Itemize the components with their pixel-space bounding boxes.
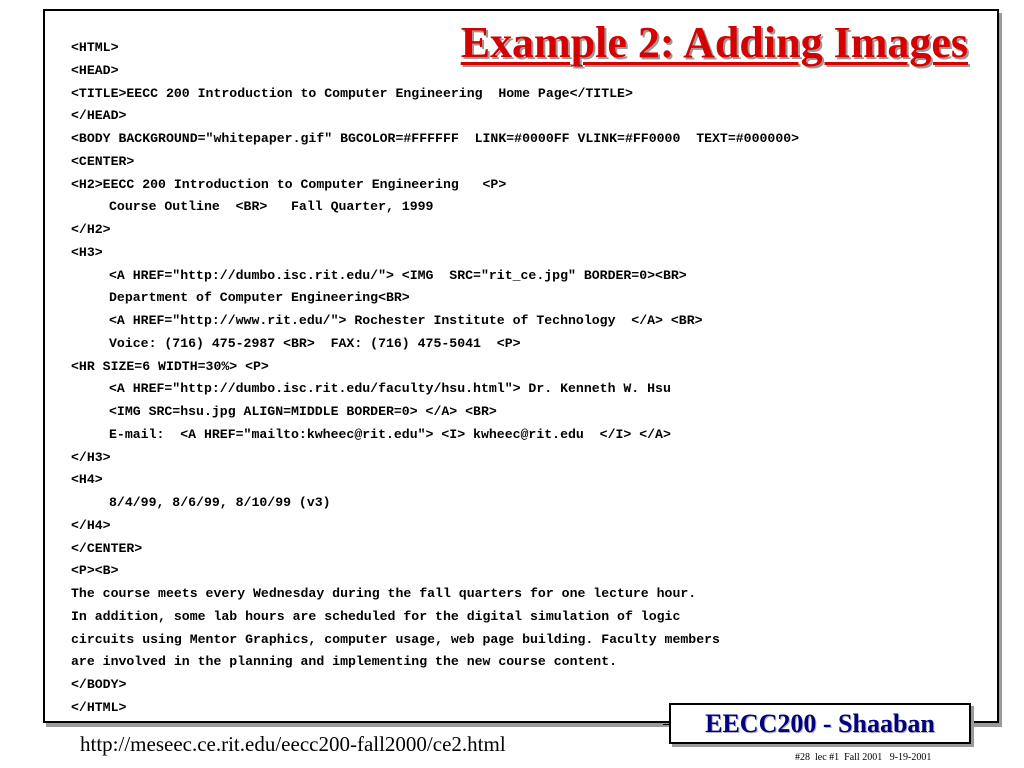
code-line: Department of Computer Engineering<BR> <box>109 290 410 306</box>
code-line: <CENTER> <box>71 153 135 169</box>
code-line: </HTML> <box>71 699 127 715</box>
code-line: 8/4/99, 8/6/99, 8/10/99 (v3) <box>109 495 331 510</box>
code-line: </CENTER> <box>71 540 143 556</box>
code-line: are involved in the planning and implementing the new course content. <box>71 654 618 670</box>
code-line: <A HREF="http://dumbo.isc.rit.edu/faculty/hsu.html"> Dr. Kenneth W. Hsu <box>109 381 671 397</box>
code-line: <TITLE>EECC 200 Introduction to Computer Engineering Home Page</TITLE> <box>71 85 633 101</box>
code-line: </BODY> <box>71 677 127 692</box>
code-line: </HEAD> <box>71 108 127 124</box>
html-code-listing <box>71 37 799 720</box>
code-line: </H3> <box>71 449 111 465</box>
code-line: <H3> <box>71 244 103 260</box>
code-line: Course Outline <BR> Fall Quarter, 1999 <box>109 199 434 215</box>
slide-title: Example 2: Adding Images <box>460 18 968 67</box>
slide-footnote: #28 lec #1 Fall 2001 9-19-2001 <box>795 752 932 763</box>
code-line: <H2>EECC 200 Introduction to Computer Engineering <P> <box>71 176 507 192</box>
code-line: <IMG SRC=hsu.jpg ALIGN=MIDDLE BORDER=0> </A> <BR> <box>109 404 497 419</box>
code-line: <A HREF="http://www.rit.edu/"> Rochester Institute of Technology </A> <BR> <box>109 313 703 328</box>
course-badge: EECC200 - Shaaban <box>669 703 971 744</box>
code-line: Voice: (716) 475-2987 <BR> FAX: (716) 475-5041 <P> <box>109 335 521 351</box>
code-line: E-mail: <A HREF="mailto:kwheec@rit.edu"> <I> kwheec@rit.edu </I> </A> <box>109 426 671 442</box>
code-line: </H4> <box>71 517 111 533</box>
code-line: <HTML> <box>71 40 119 55</box>
source-url: http://meseec.ce.rit.edu/eecc200-fall2000/ce2.html <box>80 732 506 756</box>
code-line: <A HREF="http://dumbo.isc.rit.edu/"> <IMG SRC="rit_ce.jpg" BORDER=0><BR> <box>109 267 687 283</box>
code-line: </H2> <box>71 222 111 237</box>
code-line: circuits using Mentor Graphics, computer usage, web page building. Faculty members <box>71 631 720 647</box>
code-line: The course meets every Wednesday during the fall quarters for one lecture hour. <box>71 586 697 601</box>
code-line: <BODY BACKGROUND="whitepaper.gif" BGCOLOR=#FFFFFF LINK=#0000FF VLINK=#FF0000 TEXT=#000000> <box>71 131 800 146</box>
code-line: <HEAD> <box>71 62 119 78</box>
code-line: <HR SIZE=6 WIDTH=30%> <P> <box>71 358 269 374</box>
code-line: <P><B> <box>71 563 119 579</box>
code-line: <H4> <box>71 472 103 488</box>
code-line: In addition, some lab hours are scheduled for the digital simulation of logic <box>71 608 681 624</box>
